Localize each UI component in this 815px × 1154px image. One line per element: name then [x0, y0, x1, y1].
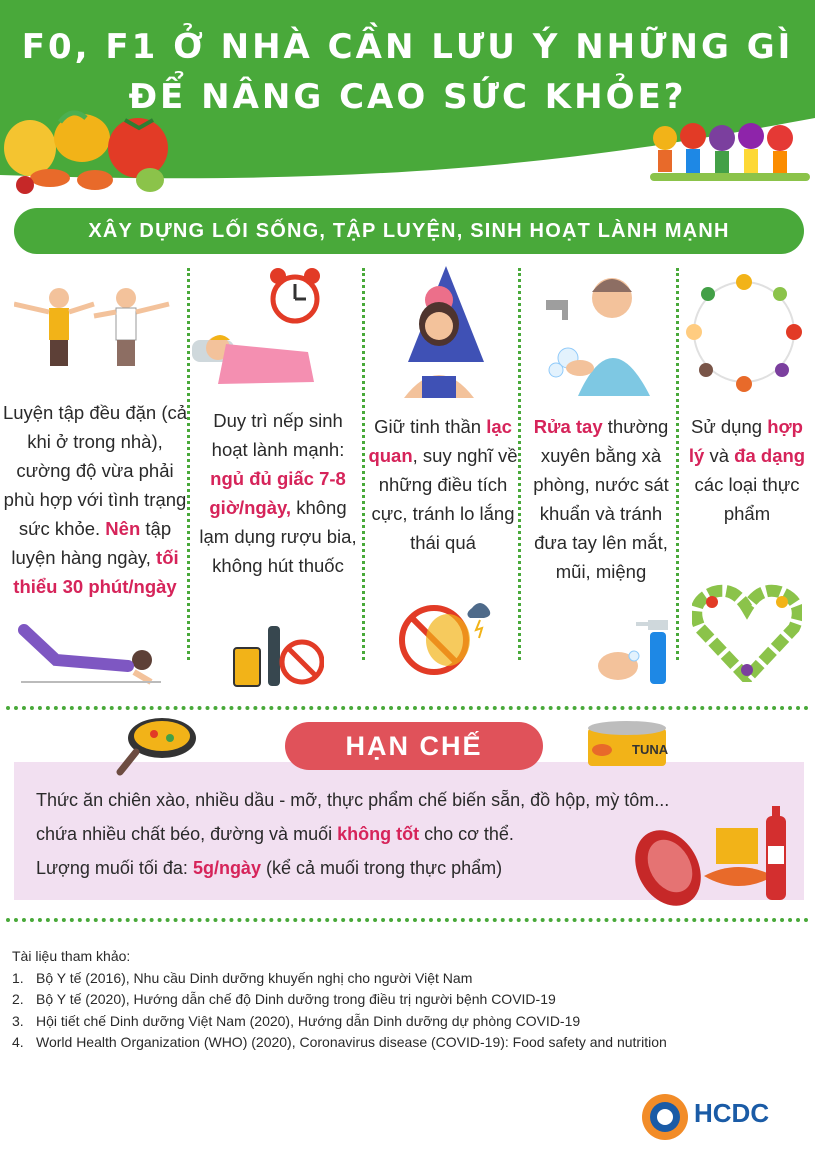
restrict-line-2-text-b: cho cơ thể. [419, 824, 514, 844]
hcdc-emblem-icon [640, 1092, 690, 1142]
section-separator [6, 706, 809, 710]
references-list [12, 946, 667, 1054]
hcdc-logo [640, 1092, 790, 1144]
restrict-line-2-text-a: chứa nhiều chất béo, đường và muối [36, 824, 338, 844]
reference-text: World Health Organization (WHO) (2020), Coronavirus disease (COVID-19): Food safety and nutrition [36, 1034, 667, 1050]
food-text-2: và [704, 445, 735, 466]
exercise-text-2: tập luyện hàng ngày, [11, 518, 172, 568]
reference-number: 2. [12, 991, 24, 1007]
no-alcohol-smoking-icon [232, 622, 324, 692]
restrict-line-1: Thức ăn chiên xào, nhiều dầu - mỡ, thực phẩm chế biến sẵn, đồ hộp, mỳ tôm... [36, 790, 670, 810]
title-line-1: F0, F1 Ở NHÀ CẦN LƯU Ý NHỮNG GÌ [21, 27, 794, 67]
optimism-highlight: lạc quan [368, 416, 512, 466]
alarm-clock-icon [266, 266, 324, 326]
food-circle-illustration [684, 272, 804, 394]
exercise-text-1: Luyện tập đều đặn (cả khi ở trong nhà), cường độ vừa phải phù hợp với tình trạng sức khỏe. [2, 402, 188, 539]
restrict-line-3-text-b: (kể cả muối trong thực phẩm) [260, 858, 503, 878]
no-anxiety-icon [396, 590, 496, 686]
exercise-highlight-minimum: tối thiểu 30 phút/ngày [13, 547, 179, 597]
vegetables-illustration [0, 100, 190, 200]
heart-of-vegetables-illustration [692, 582, 802, 682]
routine-text-2: không lạm dụng rượu bia, không hút thuốc [199, 497, 357, 576]
hcdc-logo-text: HCDC [694, 1098, 770, 1128]
reference-number: 1. [12, 969, 24, 986]
restrict-line-3-text-a: Lượng muối tối đa: [36, 858, 193, 878]
seniors-exercising-illustration [14, 282, 174, 374]
junk-food-illustration [628, 806, 796, 914]
handwashing-man-illustration [538, 270, 662, 396]
column-routine-text [193, 406, 363, 580]
column-divider [676, 268, 679, 660]
references-separator [6, 918, 809, 922]
food-highlight-diverse: đa dạng [734, 445, 806, 466]
tuna-can-icon [586, 718, 668, 772]
column-exercise-text [2, 398, 188, 601]
optimism-text-2: , suy nghĩ về những điều tích cực, tránh lo lắng thái quá [371, 445, 518, 553]
reference-text: Hội tiết chế Dinh dưỡng Việt Nam (2020), Hướng dẫn Dinh dưỡng dự phòng COVID-19 [36, 1012, 581, 1029]
meditating-woman-illustration [384, 266, 508, 404]
section-heading-restrict: HẠN CHẾ [285, 722, 543, 770]
routine-text-1: Duy trì nếp sinh hoạt lành mạnh: [211, 410, 345, 460]
handwash-text-1: thường xuyên bằng xà phòng, nước sát khuẩn và tránh đưa tay lên mắt, mũi, miệng [533, 416, 669, 582]
reference-item [12, 1011, 667, 1033]
routine-highlight-sleep: ngủ đủ giấc 7-8 giờ/ngày, [209, 468, 346, 518]
reference-item [12, 1032, 667, 1054]
plank-exercise-illustration [16, 620, 166, 692]
tuna-can-label: TUNA [632, 742, 668, 757]
restrict-highlight-salt: 5g/ngày [192, 858, 261, 878]
reference-number: 4. [12, 1034, 24, 1050]
food-highlight-reasonable: hợp lý [688, 416, 803, 466]
restrict-line-3 [36, 858, 502, 879]
restrict-line-2 [36, 824, 514, 845]
reference-text: Bộ Y tế (2020), Hướng dẫn chế độ Dinh dưỡng trong điều trị người bệnh COVID-19 [36, 991, 556, 1007]
column-handwash-text [528, 412, 674, 586]
exercise-highlight-should: Nên [105, 518, 141, 539]
sleeping-person-illustration [188, 322, 318, 390]
fruit-kids-illustration [650, 118, 810, 193]
food-text-3: các loại thực phẩm [694, 474, 800, 524]
column-food-text [684, 412, 810, 528]
handwash-highlight: Rửa tay [533, 416, 603, 437]
title-line-2: ĐỂ NÂNG CAO SỨC KHỎE? [128, 77, 687, 117]
reference-text: Bộ Y tế (2016), Nhu cầu Dinh dưỡng khuyến nghị cho người Việt Nam [36, 969, 473, 986]
optimism-text-1: Giữ tinh thần [374, 416, 487, 437]
reference-item [12, 968, 667, 990]
restrict-highlight-not-good: không tốt [337, 824, 420, 844]
reference-number: 3. [12, 1012, 24, 1029]
column-optimism-text [368, 412, 518, 557]
food-text-1: Sử dụng [691, 416, 768, 437]
references-heading: Tài liệu tham khảo: [12, 948, 131, 964]
column-divider [518, 268, 521, 660]
reference-item [12, 989, 667, 1011]
section-heading-healthy-lifestyle: XÂY DỰNG LỐI SỐNG, TẬP LUYỆN, SINH HOẠT LÀNH MẠNH [14, 208, 804, 254]
hand-sanitizer-icon [596, 612, 668, 690]
frying-pan-icon [112, 712, 198, 778]
